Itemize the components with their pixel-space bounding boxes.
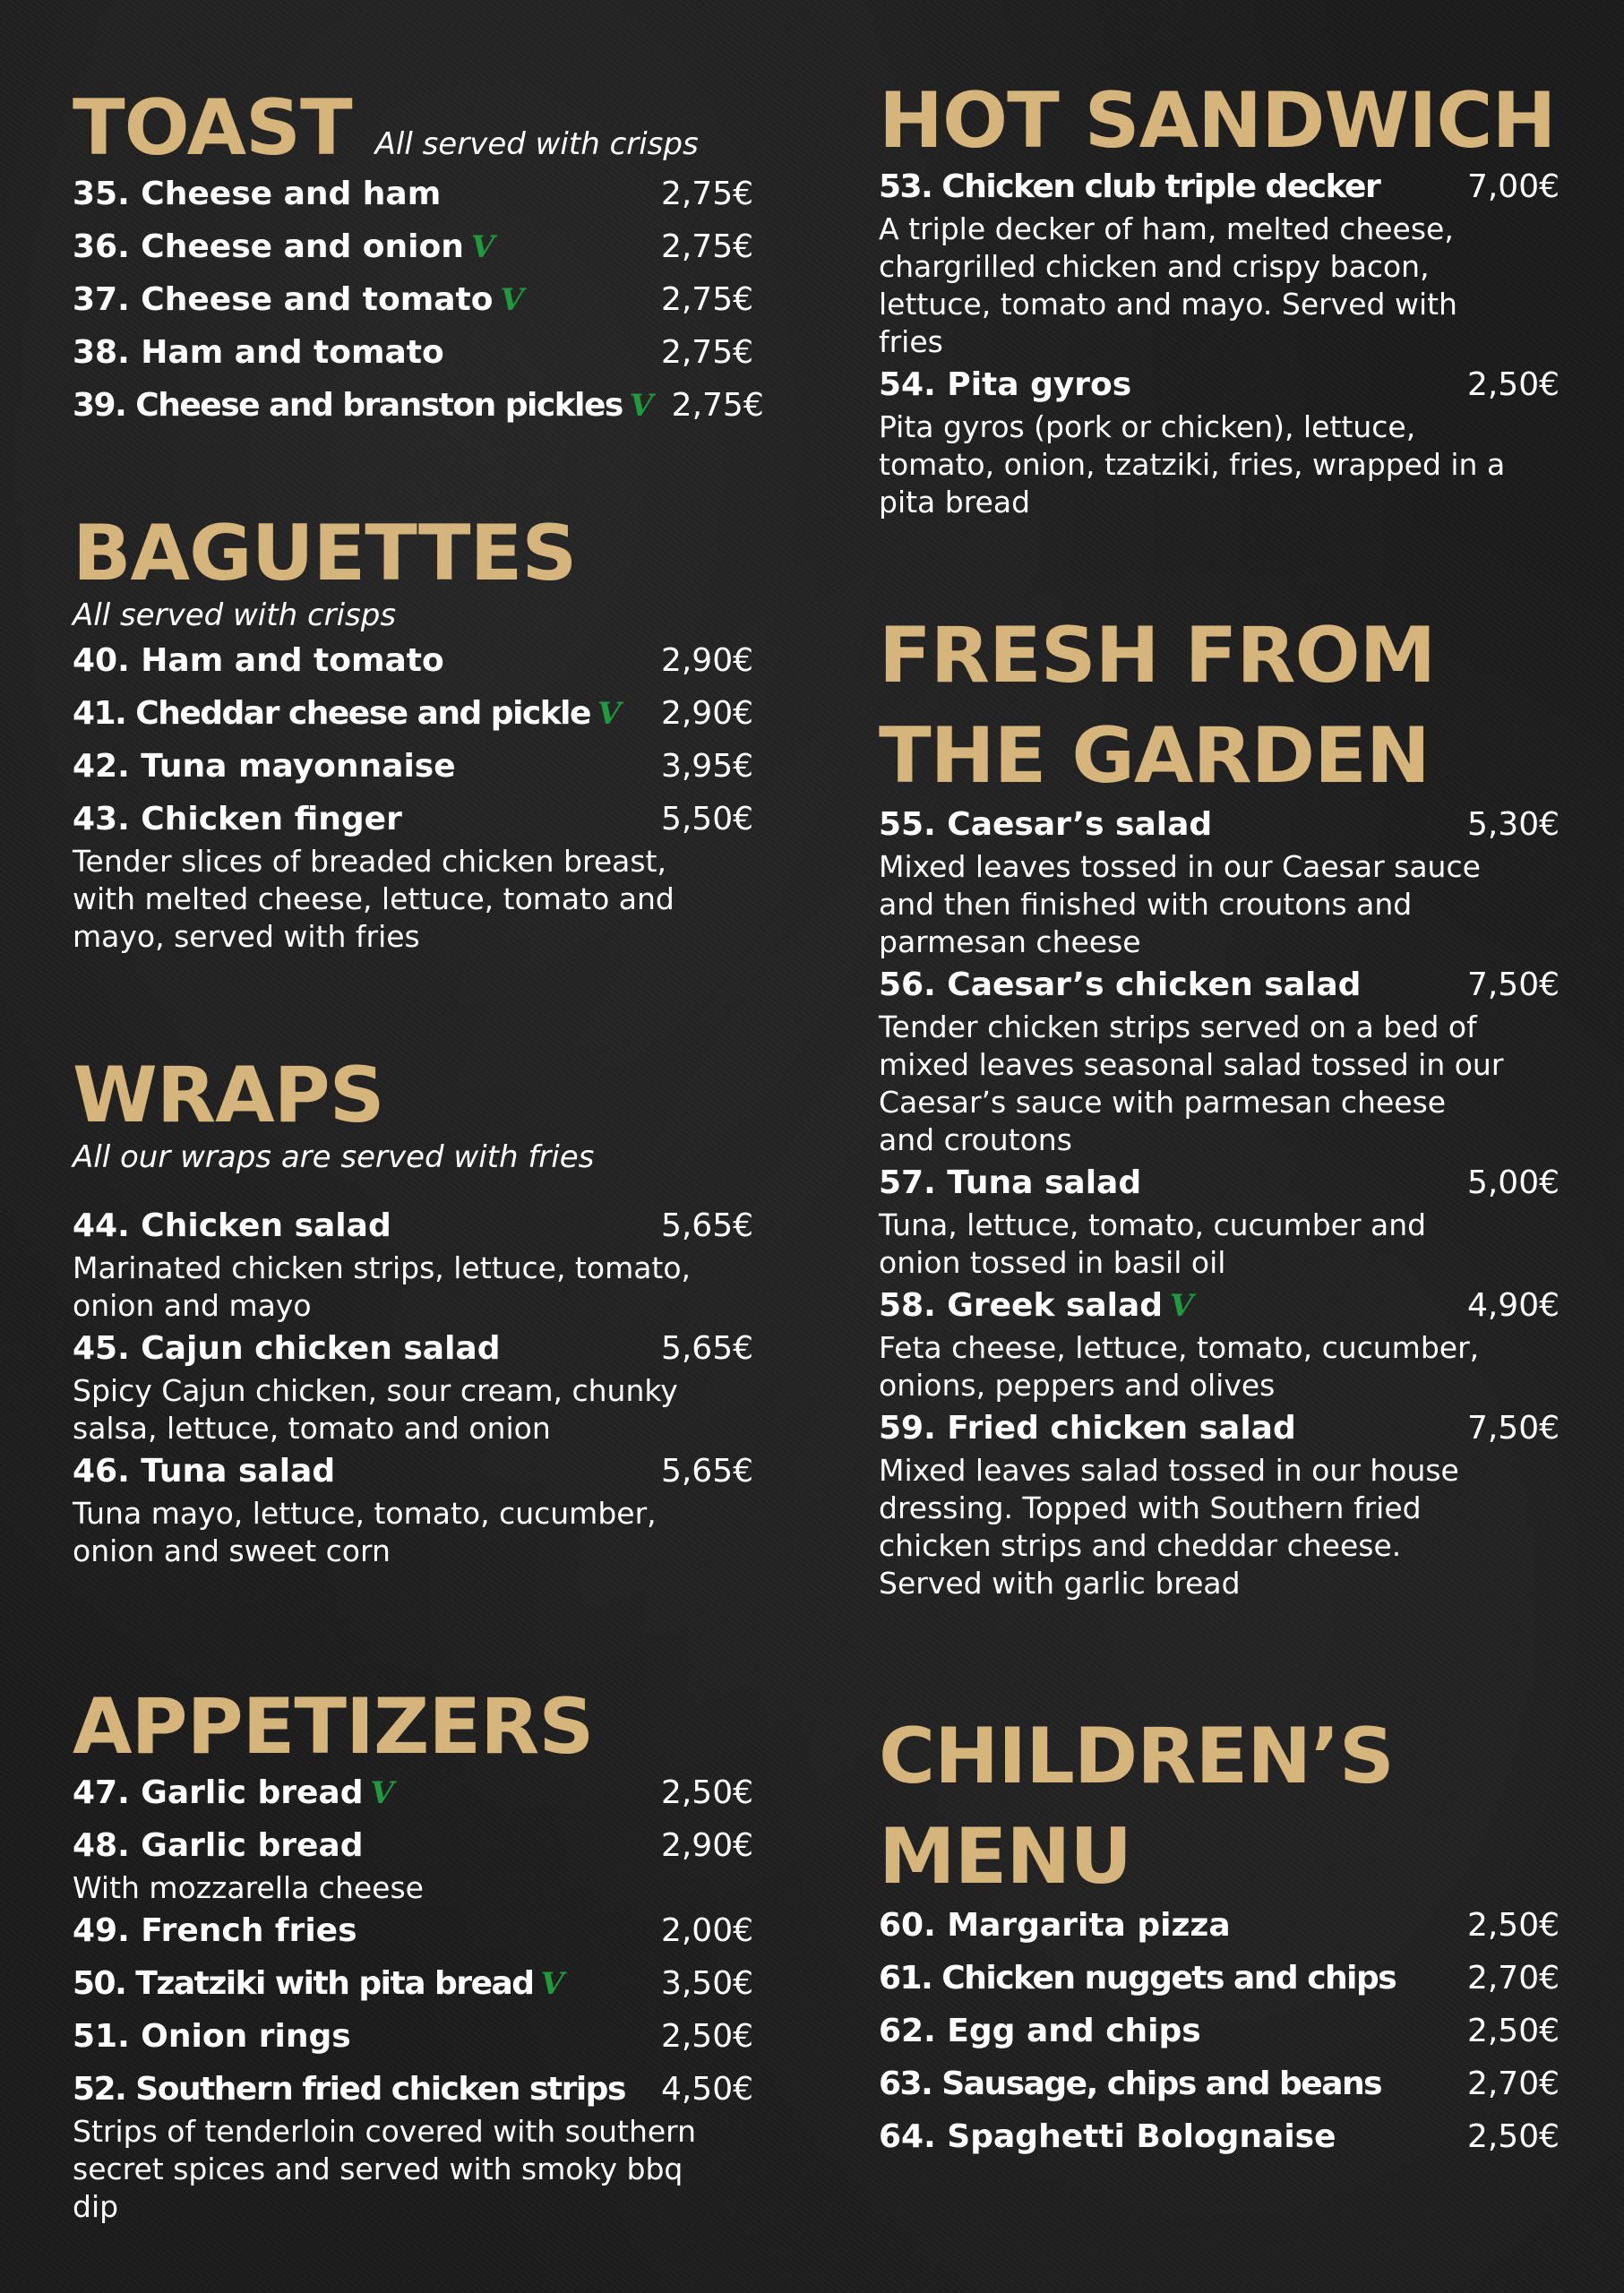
item-price: 2,50€ — [1466, 2013, 1560, 2049]
menu-item — [73, 1827, 753, 1907]
item-price: 2,50€ — [1466, 1907, 1560, 1944]
menu-item — [73, 1207, 753, 1325]
menu-item-row — [879, 2065, 1560, 2118]
menu-item-row — [73, 1774, 753, 1827]
item-name-text: 53. Chicken club triple decker — [879, 168, 1380, 205]
wraps-section — [73, 1051, 753, 1576]
menu-item — [879, 1164, 1560, 1282]
item-name — [73, 176, 641, 212]
item-price: 7,00€ — [1466, 168, 1560, 205]
item-price: 2,90€ — [660, 695, 753, 732]
item-name — [73, 801, 641, 837]
menu-item — [73, 642, 753, 695]
item-name-text: 36. Cheese and onion — [73, 228, 464, 265]
item-name-text: 35. Cheese and ham — [73, 176, 442, 212]
menu-item — [879, 1287, 1560, 1404]
item-description: Strips of tenderloin covered with southern secret spices and served with smoky bbq dip — [73, 2114, 697, 2224]
menu-item-row — [73, 176, 753, 228]
section-subtitle: All served with crisps — [73, 597, 397, 633]
item-name-text: 43. Chicken finger — [73, 801, 402, 837]
item-name-text: 40. Ham and tomato — [73, 642, 444, 679]
section-title: APPETIZERS — [73, 1682, 594, 1772]
vegetarian-icon: V — [500, 282, 524, 318]
item-price: 7,50€ — [1466, 966, 1560, 1003]
item-price: 2,90€ — [660, 642, 753, 679]
item-name — [73, 2018, 641, 2055]
item-price: 2,70€ — [1466, 2065, 1560, 2102]
toast-header — [73, 83, 753, 173]
menu-item — [73, 281, 753, 334]
item-name-text: 52. Southern fried chicken strips — [73, 2071, 625, 2108]
menu-item — [879, 2065, 1560, 2118]
item-name — [73, 1912, 641, 1949]
menu-item — [73, 695, 753, 748]
item-description: Mixed leaves tossed in our Caesar sauce and then finished with croutons and parmesan cheese — [879, 849, 1481, 959]
vegetarian-icon: V — [540, 1966, 563, 2002]
item-name-text: 42. Tuna mayonnaise — [73, 748, 456, 785]
item-name-text: 44. Chicken salad — [73, 1207, 391, 1244]
item-name — [73, 1774, 641, 1811]
item-price: 2,50€ — [660, 2018, 753, 2055]
menu-item — [73, 176, 753, 228]
menu-item — [73, 801, 753, 956]
menu-item — [879, 1410, 1560, 1602]
item-price: 2,75€ — [660, 281, 753, 318]
item-description: Tuna mayo, lettuce, tomato, cucumber, onion and sweet corn — [73, 1496, 657, 1568]
childrens-menu-section — [879, 1706, 1560, 2171]
item-name — [879, 806, 1448, 843]
item-name — [73, 642, 641, 679]
item-description: Pita gyros (pork or chicken), lettuce, tomato, onion, tzatziki, fries, wrapped in a pita bread — [879, 409, 1506, 520]
item-name — [879, 2065, 1448, 2102]
item-name-text: 46. Tuna salad — [73, 1453, 336, 1490]
item-name — [73, 387, 652, 424]
item-name — [73, 695, 641, 732]
menu-item-row — [73, 228, 753, 281]
item-price: 5,30€ — [1466, 806, 1560, 843]
item-price: 4,50€ — [660, 2071, 753, 2108]
item-name — [73, 1453, 641, 1490]
menu-item — [879, 1960, 1560, 2013]
baguettes-section — [73, 509, 753, 961]
menu-item — [879, 366, 1560, 521]
section-subtitle: All our wraps are served with fries — [73, 1139, 595, 1175]
section-title: BAGUETTES — [73, 509, 577, 598]
menu-item — [73, 387, 764, 440]
menu-item-row — [879, 1960, 1560, 2013]
item-name-text: 45. Cajun chicken salad — [73, 1330, 501, 1367]
item-name — [73, 748, 641, 785]
item-name — [73, 1207, 641, 1244]
item-name — [879, 1164, 1448, 1201]
menu-item-list — [73, 1207, 753, 1570]
item-description: Feta cheese, lettuce, tomato, cucumber, onions, peppers and olives — [879, 1330, 1480, 1403]
item-name-text: 57. Tuna salad — [879, 1164, 1142, 1201]
vegetarian-icon: V — [470, 229, 495, 265]
item-name-text: 64. Spaghetti Bolognaise — [879, 2118, 1336, 2155]
item-price: 3,95€ — [660, 748, 753, 785]
item-name — [879, 168, 1448, 205]
item-name-text: 39. Cheese and branston pickles — [73, 387, 623, 424]
section-subtitle: All served with crisps — [374, 126, 699, 162]
menu-item — [879, 2118, 1560, 2171]
item-description: A triple decker of ham, melted cheese, chargrilled chicken and crispy bacon, lettuce, tomato and mayo. Served with fries — [879, 211, 1457, 359]
item-price: 2,00€ — [660, 1912, 753, 1949]
item-name-text: 59. Fried chicken salad — [879, 1410, 1296, 1447]
item-name — [879, 2118, 1448, 2155]
item-description: Spicy Cajun chicken, sour cream, chunky salsa, lettuce, tomato and onion — [73, 1373, 678, 1446]
item-price: 2,50€ — [1466, 366, 1560, 403]
section-title: TOAST — [73, 83, 352, 173]
menu-item-list — [879, 806, 1560, 1602]
item-price: 2,75€ — [660, 228, 753, 265]
section-title: WRAPS — [73, 1051, 384, 1140]
item-price: 5,65€ — [660, 1207, 753, 1244]
item-name-text: 50. Tzatziki with pita bread — [73, 1965, 534, 2002]
menu-item-list — [73, 1774, 753, 2226]
menu-item — [73, 1453, 753, 1570]
item-description: Tender chicken strips served on a bed of mixed leaves seasonal salad tossed in our Caesar’s sauce with parmesan cheese and croutons — [879, 1009, 1504, 1157]
menu-item-list — [73, 176, 764, 440]
menu-item-row — [73, 2018, 753, 2071]
menu-item — [73, 1912, 753, 1965]
menu-item-row — [73, 748, 753, 801]
item-name — [879, 1907, 1448, 1944]
item-name-text: 55. Caesar’s salad — [879, 806, 1213, 843]
menu-item-row — [879, 1907, 1560, 1960]
item-description: Mixed leaves salad tossed in our house dressing. Topped with Southern fried chicken strips and cheddar cheese. Served with garlic bread — [879, 1453, 1459, 1601]
section-title — [879, 605, 1560, 806]
menu-item — [73, 1965, 753, 2018]
item-name — [879, 1960, 1448, 1997]
item-name — [73, 1330, 641, 1367]
menu-item-list — [73, 642, 753, 956]
item-name — [879, 966, 1448, 1003]
item-name-text: 41. Cheddar cheese and pickle — [73, 695, 590, 732]
menu-item-list — [879, 168, 1560, 521]
section-title-line: MENU — [879, 1812, 1132, 1902]
menu-item — [879, 966, 1560, 1159]
menu-item-row — [73, 642, 753, 695]
garden-section — [879, 605, 1560, 1608]
menu-item — [73, 334, 753, 387]
item-name — [879, 1287, 1448, 1324]
menu-item — [73, 2018, 753, 2071]
vegetarian-icon: V — [370, 1775, 394, 1811]
menu-item — [879, 806, 1560, 961]
item-name-text: 63. Sausage, chips and beans — [879, 2065, 1382, 2102]
menu-item — [73, 748, 753, 801]
item-price: 2,75€ — [660, 334, 753, 371]
item-price: 7,50€ — [1466, 1410, 1560, 1447]
toast-section — [73, 83, 764, 440]
item-name — [879, 1410, 1448, 1447]
item-name — [73, 228, 641, 265]
menu-item — [879, 168, 1560, 361]
section-title-line: THE GARDEN — [879, 711, 1430, 801]
item-name — [73, 1827, 641, 1864]
menu-item — [73, 2071, 753, 2226]
item-price: 3,50€ — [660, 1965, 753, 2002]
item-name-text: 49. French fries — [73, 1912, 357, 1949]
vegetarian-icon: V — [597, 696, 620, 732]
item-price: 2,75€ — [671, 387, 764, 424]
item-name — [73, 2071, 641, 2108]
item-name — [73, 281, 641, 318]
item-description: Marinated chicken strips, lettuce, tomato, onion and mayo — [73, 1250, 692, 1323]
item-name-text: 48. Garlic bread — [73, 1827, 364, 1864]
section-title: HOT SANDWICH — [879, 76, 1556, 166]
item-price: 5,65€ — [660, 1453, 753, 1490]
item-price: 2,70€ — [1466, 1960, 1560, 1997]
menu-item — [73, 228, 753, 281]
item-description: With mozzarella cheese — [73, 1870, 424, 1905]
menu-item-row — [73, 1965, 753, 2018]
item-name-text: 62. Egg and chips — [879, 2013, 1201, 2049]
menu-item — [73, 1330, 753, 1447]
menu-item-row — [73, 1912, 753, 1965]
item-price: 2,50€ — [660, 1774, 753, 1811]
menu-item — [73, 1774, 753, 1827]
section-title — [879, 1706, 1560, 1907]
item-name — [879, 366, 1448, 403]
hot-sandwich-section — [879, 76, 1560, 527]
item-price: 5,00€ — [1466, 1164, 1560, 1201]
item-description: Tuna, lettuce, tomato, cucumber and onion tossed in basil oil — [879, 1207, 1427, 1280]
menu-item-row — [879, 2013, 1560, 2065]
item-name-text: 47. Garlic bread — [73, 1774, 364, 1811]
item-name-text: 56. Caesar’s chicken salad — [879, 966, 1362, 1003]
item-price: 2,75€ — [660, 176, 753, 212]
item-price: 2,50€ — [1466, 2118, 1560, 2155]
menu-item-row — [73, 695, 753, 748]
item-name-text: 58. Greek salad — [879, 1287, 1164, 1324]
section-title-line: FRESH FROM — [879, 611, 1436, 700]
item-price: 2,90€ — [660, 1827, 753, 1864]
item-price: 4,90€ — [1466, 1287, 1560, 1324]
item-name — [879, 2013, 1448, 2049]
item-price: 5,65€ — [660, 1330, 753, 1367]
item-description: Tender slices of breaded chicken breast, with melted cheese, lettuce, tomato and mayo, served with fries — [73, 844, 675, 954]
item-name — [73, 334, 641, 371]
item-price: 5,50€ — [660, 801, 753, 837]
menu-item-row — [73, 281, 753, 334]
vegetarian-icon: V — [629, 388, 652, 424]
section-title-line: CHILDREN’S — [879, 1712, 1394, 1801]
vegetarian-icon: V — [1170, 1288, 1194, 1324]
item-name-text: 38. Ham and tomato — [73, 334, 444, 371]
item-name — [73, 1965, 641, 2002]
item-name-text: 37. Cheese and tomato — [73, 281, 494, 318]
item-name-text: 61. Chicken nuggets and chips — [879, 1960, 1396, 1997]
menu-item-list — [879, 1907, 1560, 2171]
menu-item — [879, 1907, 1560, 1960]
menu-item-row — [73, 334, 753, 387]
menu-item — [879, 2013, 1560, 2065]
item-name-text: 54. Pita gyros — [879, 366, 1132, 403]
appetizers-section — [73, 1682, 753, 2231]
menu-item-row — [879, 2118, 1560, 2171]
item-name-text: 60. Margarita pizza — [879, 1907, 1231, 1944]
item-name-text: 51. Onion rings — [73, 2018, 351, 2055]
menu-item-row — [73, 387, 764, 440]
